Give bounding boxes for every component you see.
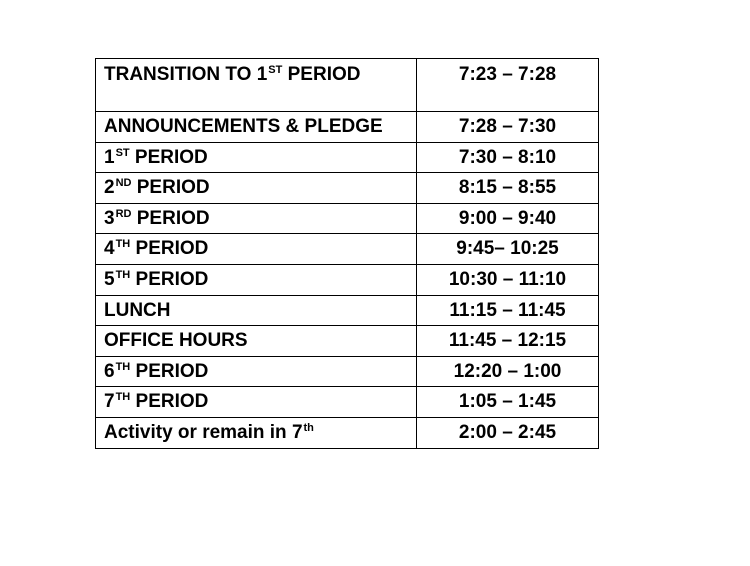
period-time: 7:23 – 7:28 (417, 59, 599, 112)
period-time: 10:30 – 11:10 (417, 264, 599, 295)
period-label: OFFICE HOURS (96, 326, 417, 357)
period-label: 6TH PERIOD (96, 356, 417, 387)
period-time: 12:20 – 1:00 (417, 356, 599, 387)
table-row (96, 264, 599, 295)
period-label: 1ST PERIOD (96, 142, 417, 173)
period-label: ANNOUNCEMENTS & PLEDGE (96, 112, 417, 143)
period-label: Activity or remain in 7th (96, 417, 417, 448)
period-time: 1:05 – 1:45 (417, 387, 599, 418)
period-time: 8:15 – 8:55 (417, 173, 599, 204)
table-row (96, 203, 599, 234)
table-row (96, 234, 599, 265)
period-time: 11:45 – 12:15 (417, 326, 599, 357)
period-time: 7:30 – 8:10 (417, 142, 599, 173)
period-label: 7TH PERIOD (96, 387, 417, 418)
table-row (96, 326, 599, 357)
schedule-table (95, 58, 599, 449)
table-row (96, 417, 599, 448)
period-time: 11:15 – 11:45 (417, 295, 599, 326)
period-time: 7:28 – 7:30 (417, 112, 599, 143)
period-label: LUNCH (96, 295, 417, 326)
table-row (96, 295, 599, 326)
table-row (96, 387, 599, 418)
table-row (96, 356, 599, 387)
table-row (96, 173, 599, 204)
table-row (96, 59, 599, 112)
period-label: 5TH PERIOD (96, 264, 417, 295)
table-row (96, 112, 599, 143)
period-time: 9:45– 10:25 (417, 234, 599, 265)
period-label: 2ND PERIOD (96, 173, 417, 204)
table-row (96, 142, 599, 173)
period-label: TRANSITION TO 1ST PERIOD (96, 59, 417, 112)
period-label: 3RD PERIOD (96, 203, 417, 234)
period-time: 9:00 – 9:40 (417, 203, 599, 234)
period-label: 4TH PERIOD (96, 234, 417, 265)
period-time: 2:00 – 2:45 (417, 417, 599, 448)
